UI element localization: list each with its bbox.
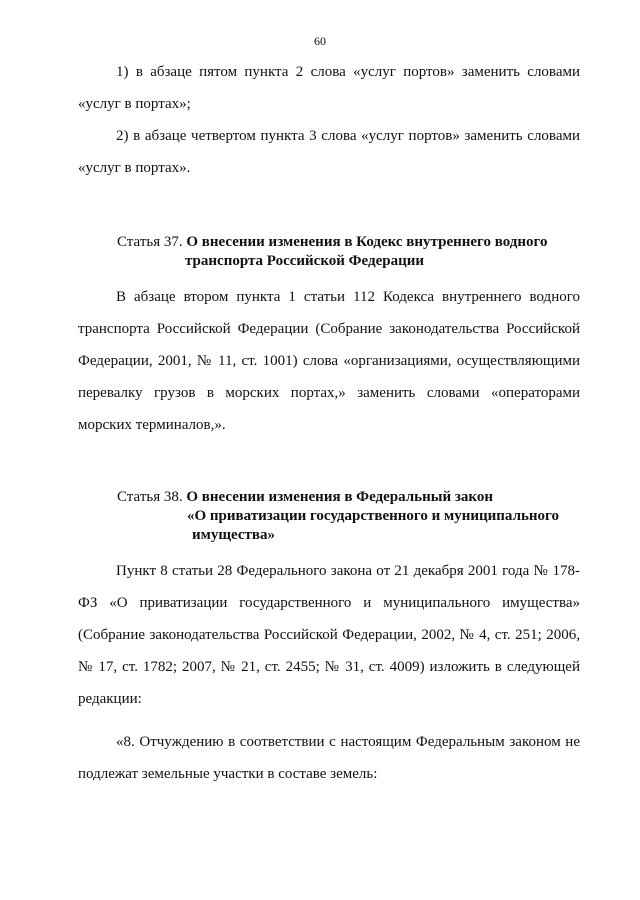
article-38-title-line2: «О приватизации государственного и муниципального (187, 508, 559, 524)
article-38-title-line1: О внесении изменения в Федеральный закон (186, 489, 493, 505)
article-37-label: Статья 37. (117, 234, 183, 250)
article-38-body: Пункт 8 статьи 28 Федерального закона от 21 декабря 2001 года № 178-ФЗ «О приватизации государственного и муниципального имущества» (Собрание законодательства Российской Федерации, 2002, № 4, ст. 251; 2006, № 17, ст. 1782; 2007, № 21, ст. 2455; № 31, ст. 4009) изложить в следующей редакции: (78, 563, 580, 707)
amendment-item-1: 1) в абзаце пятом пункта 2 слова «услуг портов» заменить словами «услуг в портах»; (78, 64, 580, 112)
article-38-title-line3: имущества» (192, 527, 275, 543)
page-number: 60 (314, 34, 326, 48)
article-37-title-line1: О внесении изменения в Кодекс внутреннего водного (186, 234, 548, 250)
article-37-body: В абзаце втором пункта 1 статьи 112 Кодекса внутреннего водного транспорта Российской Федерации (Собрание законодательства Российской Федерации, 2001, № 11, ст. 1001) слова «организациями, осуществляющими перевалку грузов в морских портах,» заменить словами «операторами морских терминалов,». (78, 289, 580, 433)
article-38-heading (117, 488, 587, 545)
article-37-title-line2: транспорта Российской Федерации (185, 253, 425, 269)
amendment-item-2: 2) в абзаце четвертом пункта 3 слова «услуг портов» заменить словами «услуг в портах». (78, 128, 580, 176)
article-38-label: Статья 38. (117, 489, 183, 505)
article-38-quote: «8. Отчуждению в соответствии с настоящим Федеральным законом не подлежат земельные участки в составе земель: (78, 734, 580, 782)
article-37-heading (117, 233, 587, 271)
